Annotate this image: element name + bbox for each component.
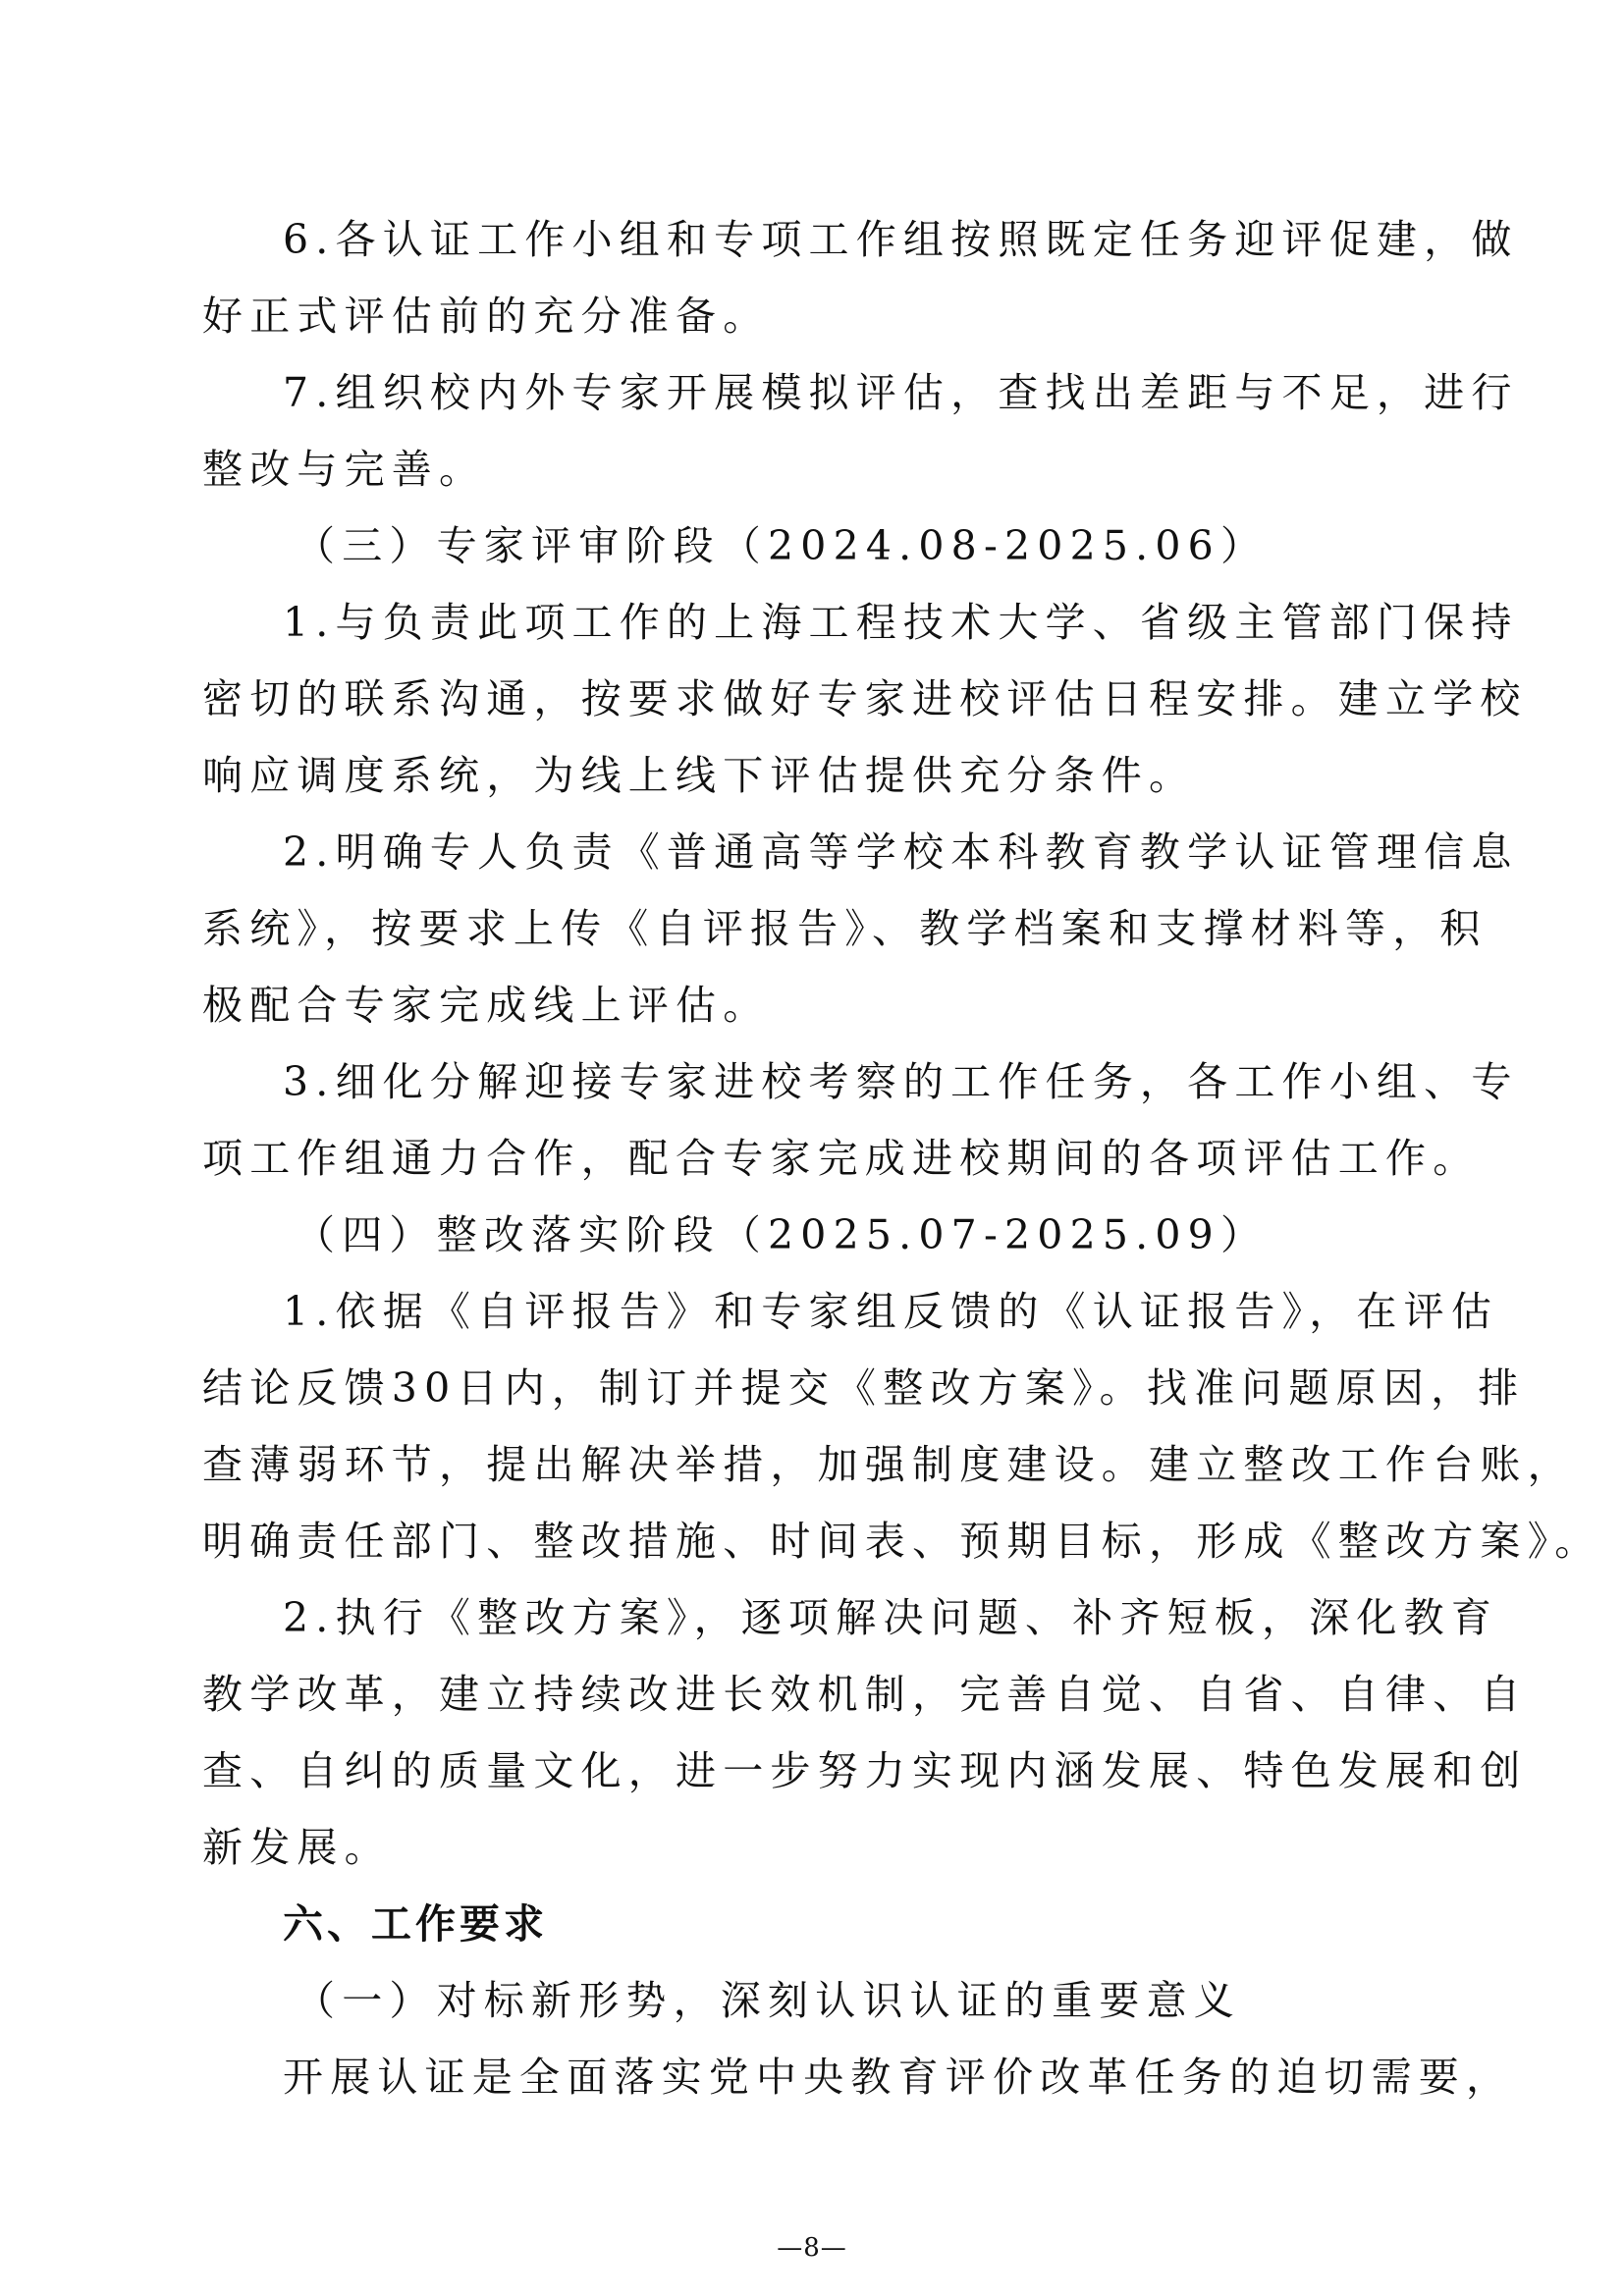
paragraph-line: 教学改革，建立持续改进长效机制，完善自觉、自省、自律、自 xyxy=(202,1671,1528,1718)
paragraph-line: 2.执行《整改方案》，逐项解决问题、补齐短板，深化教育 xyxy=(283,1594,1499,1641)
paragraph-line: 1.与负责此项工作的上海工程技术大学、省级主管部门保持 xyxy=(283,599,1519,646)
paragraph-line: 新发展。 xyxy=(202,1824,392,1871)
page-number: —8— xyxy=(777,2233,847,2263)
paragraph-line: 查薄弱环节，提出解决举措，加强制度建设。建立整改工作台账， xyxy=(202,1441,1575,1488)
paragraph-line: 开展认证是全面落实党中央教育评价改革任务的迫切需要， xyxy=(283,2054,1514,2101)
paragraph-line: 查、自纠的质量文化，进一步努力实现内涵发展、特色发展和创 xyxy=(202,1747,1528,1794)
paragraph-line: 7.组织校内外专家开展模拟评估，查找出差距与不足，进行 xyxy=(283,369,1519,416)
paragraph-line: 3.细化分解迎接专家进校考察的工作任务，各工作小组、专 xyxy=(283,1058,1519,1105)
paragraph-line: 项工作组通力合作，配合专家完成进校期间的各项评估工作。 xyxy=(202,1135,1481,1182)
subsection-heading: （三）专家评审阶段（2024.08-2025.06） xyxy=(295,522,1269,569)
subsection-heading: （四）整改落实阶段（2025.07-2025.09） xyxy=(295,1211,1269,1258)
paragraph-line: 好正式评估前的充分准备。 xyxy=(202,293,771,340)
paragraph-line: 系统》，按要求上传《自评报告》、教学档案和支撑材料等，积 xyxy=(202,905,1488,952)
paragraph-line: 2.明确专人负责《普通高等学校本科教育教学认证管理信息 xyxy=(283,828,1519,876)
paragraph-line: 结论反馈30日内，制订并提交《整改方案》。找准问题原因，排 xyxy=(202,1364,1526,1412)
subsection-heading: （一）对标新形势，深刻认识认证的重要意义 xyxy=(295,1977,1241,2024)
paragraph-line: 明确责任部门、整改措施、时间表、预期目标，形成《整改方案》。 xyxy=(202,1518,1602,1565)
paragraph-line: 1.依据《自评报告》和专家组反馈的《认证报告》，在评估 xyxy=(283,1288,1499,1335)
paragraph-line: 响应调度系统，为线上线下评估提供充分条件。 xyxy=(202,752,1197,799)
paragraph-line: 密切的联系沟通，按要求做好专家进校评估日程安排。建立学校 xyxy=(202,675,1528,722)
section-heading: 六、工作要求 xyxy=(283,1900,548,1948)
paragraph-line: 6.各认证工作小组和专项工作组按照既定任务迎评促建，做 xyxy=(283,216,1519,263)
paragraph-line: 极配合专家完成线上评估。 xyxy=(202,982,771,1029)
paragraph-line: 整改与完善。 xyxy=(202,446,487,493)
